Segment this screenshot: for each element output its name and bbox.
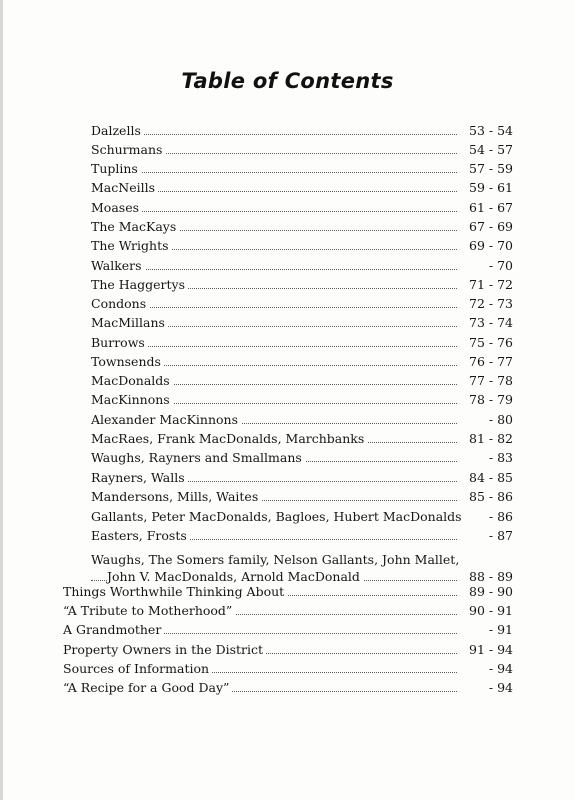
page-edge [0, 0, 3, 800]
toc-entry-pages: 75 - 76 [466, 336, 513, 350]
toc-entry-label: Tuplins [91, 162, 141, 176]
toc-entry-label: Dalzells [91, 124, 144, 138]
toc-entry [91, 529, 513, 553]
toc-entry-label: Gallants, Peter MacDonalds, Bagloes, Hubert MacDonalds [91, 510, 465, 524]
toc-entry-label: Easters, Frosts [91, 529, 190, 543]
toc-entry-label: MacNeills [91, 181, 158, 195]
toc-entry-label: Mandersons, Mills, Waites [91, 490, 261, 504]
toc-entry-pages: 84 - 85 [466, 471, 513, 485]
toc-entry-label: “A Recipe for a Good Day” [63, 681, 232, 695]
toc-entry-label: Burrows [91, 336, 148, 350]
toc-entry-label: MacRaes, Frank MacDonalds, Marchbanks [91, 432, 367, 446]
toc-entry-pages: 54 - 57 [466, 143, 513, 157]
toc-entry-label: The Wrights [91, 239, 172, 253]
toc-entry-pages: - 83 [486, 451, 513, 465]
toc-entry-pages: 85 - 86 [466, 490, 513, 504]
toc-entry-pages: - 86 [486, 510, 513, 524]
toc-entry-pages: 88 - 89 [466, 570, 513, 584]
toc-entry-pages: - 87 [486, 529, 513, 543]
toc-entry-label: “A Tribute to Motherhood” [63, 604, 235, 618]
toc-entry-pages: 72 - 73 [466, 297, 513, 311]
toc-entry-pages: 69 - 70 [466, 239, 513, 253]
page-title: Table of Contents [181, 69, 394, 93]
toc-entry-label: Moases [91, 201, 142, 215]
toc-entry-label: MacMillans [91, 316, 168, 330]
toc-entry-pages: 77 - 78 [466, 374, 513, 388]
toc-entry [91, 553, 513, 587]
toc-entry [63, 681, 513, 705]
toc-entry-pages: - 94 [486, 681, 513, 695]
toc-entry-label: Schurmans [91, 143, 165, 157]
toc-entry-pages: - 70 [486, 259, 513, 273]
toc-entry-label: Things Worthwhile Thinking About [63, 585, 287, 599]
toc-entry-label: MacDonalds [91, 374, 173, 388]
toc-entry-pages: - 94 [486, 662, 513, 676]
toc-entry-pages: 81 - 82 [466, 432, 513, 446]
toc-entry-label: Townsends [91, 355, 164, 369]
toc-entry-label: Walkers [91, 259, 145, 273]
toc-entry-label: Waughs, Rayners and Smallmans [91, 451, 305, 465]
toc-entry-pages: 91 - 94 [466, 643, 513, 657]
toc-entry-pages: 90 - 91 [466, 604, 513, 618]
toc-entry-pages: - 91 [486, 623, 513, 637]
toc-entry-pages: - 80 [486, 413, 513, 427]
toc-leader-dots [91, 171, 457, 173]
toc-entry-label: The MacKays [91, 220, 179, 234]
toc-entry-pages: 76 - 77 [466, 355, 513, 369]
toc-entry-label: Waughs, The Somers family, Nelson Gallants, John Mallet, [91, 553, 462, 567]
toc-entry-pages: 53 - 54 [466, 124, 513, 138]
toc-leader-dots [91, 133, 457, 135]
toc-entry-pages: 59 - 61 [466, 181, 513, 195]
toc-entry-label: Sources of Information [63, 662, 212, 676]
toc-entry-pages: 71 - 72 [466, 278, 513, 292]
toc-entry-pages: 61 - 67 [466, 201, 513, 215]
toc-entry-pages: 78 - 79 [466, 393, 513, 407]
toc-entry-label: Alexander MacKinnons [91, 413, 241, 427]
toc-entry-pages: 89 - 90 [466, 585, 513, 599]
toc-entry-label: Property Owners in the District [63, 643, 266, 657]
toc-leader-dots [91, 268, 457, 270]
toc-entry-label-continued: John V. MacDonalds, Arnold MacDonald [107, 570, 363, 584]
toc-entry-pages: 57 - 59 [466, 162, 513, 176]
toc-entry-label: Condons [91, 297, 149, 311]
toc-entry-label: Rayners, Walls [91, 471, 188, 485]
toc-entry-pages: 67 - 69 [466, 220, 513, 234]
toc-leader-dots [91, 210, 457, 212]
toc-entry-label: MacKinnons [91, 393, 173, 407]
toc-entry-pages: 73 - 74 [466, 316, 513, 330]
toc-entry-label: A Grandmother [63, 623, 164, 637]
toc-entry-label: The Haggertys [91, 278, 188, 292]
